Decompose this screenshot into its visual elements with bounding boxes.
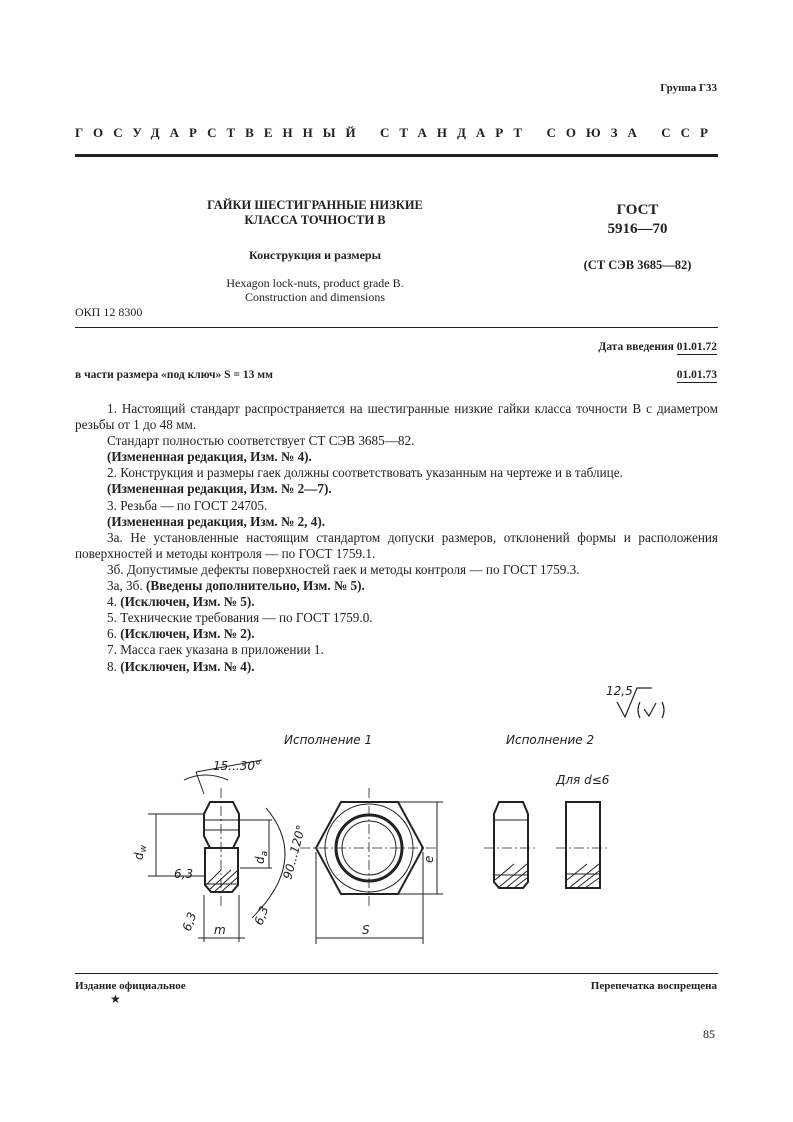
body-paragraph <box>75 594 718 610</box>
header-word: ССР <box>661 125 718 140</box>
title-line-2: КЛАССА ТОЧНОСТИ В <box>244 213 386 227</box>
body-paragraph <box>75 642 718 658</box>
body-paragraph <box>75 498 718 514</box>
body-paragraph <box>75 562 718 578</box>
paragraph-text: 3а, 3б. <box>107 578 146 594</box>
paragraph-text: 5. Технические требования — по ГОСТ 1759.0. <box>107 610 373 626</box>
intro-date-label: Дата введения <box>598 341 674 353</box>
paragraph-text: 3а. Не установленные настоящим стандартом допуски размеров, отклонений формы и расположения поверхностей и методы контроля — по ГОСТ 1759.1. <box>75 529 718 561</box>
amendment-note: (Исключен, Изм. № 2). <box>120 626 255 642</box>
variant-2-views <box>484 802 610 888</box>
introduction-date <box>598 341 717 353</box>
body-paragraph <box>75 578 718 594</box>
page-number: 85 <box>703 1027 715 1041</box>
amendment-note: (Исключен, Изм. № 4). <box>120 658 255 674</box>
e-label: e <box>422 855 436 863</box>
paragraph-text: 7. Масса гаек указана в приложении 1. <box>107 642 324 658</box>
size-note: в части размера «под ключ» S = 13 мм <box>75 369 273 381</box>
paragraph-text: 4. <box>107 594 121 610</box>
roughness-6-3-c: 6,3 <box>251 904 272 928</box>
paragraph-text: 3б. Допустимые дефекты поверхностей гаек и методы контроля — по ГОСТ 1759.3. <box>107 561 580 577</box>
group-code: Группа Г33 <box>660 82 717 94</box>
paragraph-text: 8. <box>107 658 121 674</box>
star-mark: ★ <box>110 992 121 1006</box>
official-edition: Издание официальное <box>75 980 186 992</box>
variant-2-label: Исполнение 2 <box>506 733 595 747</box>
english-title-line-1: Hexagon lock-nuts, product grade B. <box>226 276 404 290</box>
document-subtitle: Конструкция и размеры <box>249 248 381 262</box>
paragraph-text: (Измененная редакция, Изм. № 2, 4). <box>107 513 326 529</box>
gost-number <box>570 201 705 239</box>
english-title <box>150 276 480 304</box>
body-paragraph <box>75 401 718 433</box>
reprint-prohibited: Перепечатка воспрещена <box>590 980 717 992</box>
body-paragraph <box>75 449 718 465</box>
title-line-1: ГАЙКИ ШЕСТИГРАННЫЕ НИЗКИЕ <box>207 198 423 212</box>
english-title-line-2: Construction and dimensions <box>245 290 385 304</box>
height-m: m <box>214 923 226 937</box>
paragraph-text: (Измененная редакция, Изм. № 2—7). <box>107 481 332 497</box>
body-paragraph <box>75 530 718 562</box>
body-paragraph <box>75 610 718 626</box>
body-paragraph <box>75 433 718 449</box>
standard-header <box>75 125 718 141</box>
roughness-bracket <box>638 702 664 718</box>
amendment-note: (Введены дополнительно, Изм. № 5). <box>145 578 365 594</box>
paragraph-text: (Измененная редакция, Изм. № 4). <box>107 449 312 465</box>
okp-code: ОКП 12 8300 <box>75 305 143 319</box>
body-paragraph <box>75 659 718 675</box>
da-label: $d_a$ <box>253 850 270 864</box>
header-word: СТАНДАРТ <box>380 125 533 140</box>
size-note-date: 01.01.73 <box>676 369 717 381</box>
chamfer-angle: 15...30° <box>213 759 261 773</box>
body-paragraph <box>75 626 718 642</box>
nut-side-view <box>204 788 239 908</box>
cmea-standard: (СТ СЭВ 3685—82) <box>583 258 692 272</box>
body-text <box>75 401 718 675</box>
nut-top-view <box>300 788 438 908</box>
roughness-6-3-a: 6,3 <box>174 867 194 881</box>
paragraph-text: 2. Конструкция и размеры гаек должны соответствовать указанным на чертеже и в таблице. <box>107 465 623 481</box>
footer-rule <box>75 973 718 974</box>
paragraph-text: 3. Резьба — по ГОСТ 24705. <box>107 497 268 513</box>
nut-drawing <box>0 680 793 950</box>
variant-1-label: Исполнение 1 <box>284 733 373 747</box>
s-label: S <box>362 923 370 937</box>
header-word: ГОСУДАРСТВЕННЫЙ <box>75 125 366 140</box>
gost-code: 5916—70 <box>607 221 668 237</box>
amendment-note: (Исключен, Изм. № 5). <box>120 594 255 610</box>
document-title <box>150 198 480 228</box>
cone-angle: 90...120° <box>280 823 309 881</box>
paragraph-text: 1. Настоящий стандарт распространяется на шестигранные низкие гайки класса точности В с диаметром резьбы от 1 до 48 мм. <box>75 401 718 433</box>
paragraph-text: 6. <box>107 626 121 642</box>
gost-label: ГОСТ <box>616 202 659 218</box>
small-size-note: Для d≤6 <box>556 773 610 787</box>
header-word: СОЮЗА <box>546 125 647 140</box>
paragraph-text: Стандарт полностью соответствует СТ СЭВ 3685—82. <box>107 433 415 449</box>
body-paragraph <box>75 481 718 497</box>
dw-label: $d_w$ <box>132 845 149 860</box>
body-paragraph <box>75 465 718 481</box>
intro-date-value: 01.01.72 <box>676 341 717 353</box>
roughness-6-3-b: 6,3 <box>179 910 200 934</box>
roughness-value: 12,5 <box>606 684 633 698</box>
header-rule <box>75 154 718 157</box>
section-rule <box>75 327 718 328</box>
body-paragraph <box>75 514 718 530</box>
